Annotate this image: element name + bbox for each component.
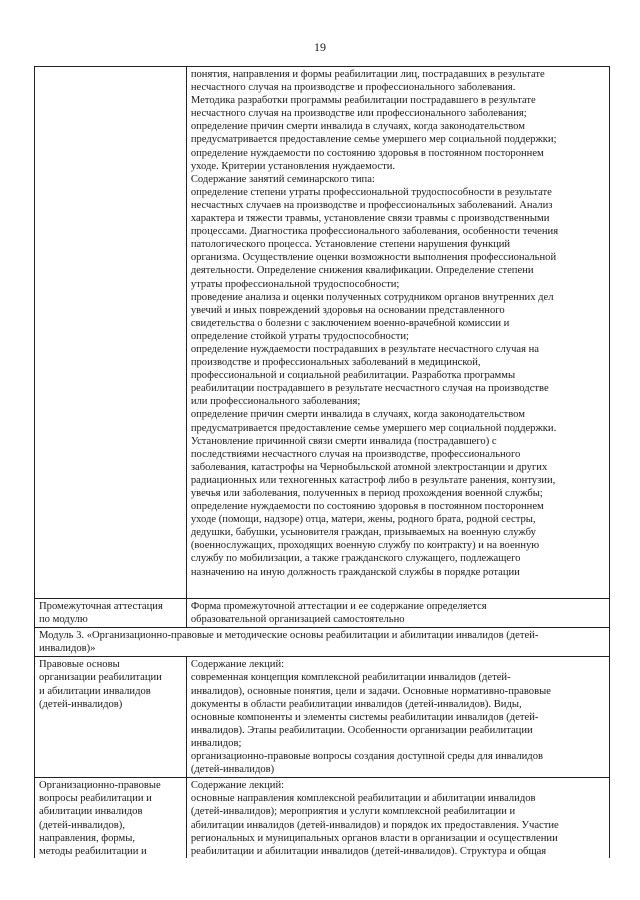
content-lines xyxy=(191,779,605,858)
text-line: Форма промежуточной аттестации и ее содержание определяется xyxy=(190,601,487,612)
curriculum-table xyxy=(34,66,610,870)
table-row-org xyxy=(35,778,610,870)
text-line: патологического процесса. Установление степени нарушения функций xyxy=(190,239,511,251)
text-line: образовательной организацией самостоятельно xyxy=(190,614,405,626)
text-line: дедушки, бабушки, усыновителя граждан, призываемых на военную службу xyxy=(190,527,536,539)
text-line: заболевания, катастрофы на Чернобыльской атомной электростанции и других xyxy=(190,461,548,473)
text-line: региональных и муниципальных органов власти в организации и осуществлении xyxy=(190,832,558,844)
text-line: (детей-инвалидов) xyxy=(39,698,123,710)
text-line: Методика разработки программы реабилитации пострадавшего в результате xyxy=(190,95,536,107)
text-line: (военнослужащих, проходящих военную службу по контракту) и на военную xyxy=(190,540,540,552)
org-content xyxy=(186,778,609,870)
row-label-empty xyxy=(35,67,187,599)
table-row-basics xyxy=(35,657,610,778)
text-line: профессиональной и социальной реабилитации. Разработка программы xyxy=(190,370,516,382)
attestation-label xyxy=(35,599,187,628)
text-line: последствиями несчастного случая на производстве, профессионального xyxy=(190,448,521,460)
text-line: Модуль 3. «Организационно-правовые и методические основы реабилитации и абилитации инвалидов (детей- xyxy=(39,630,539,642)
text-line: реабилитации и абилитации инвалидов (детей-инвалидов). Структура и общая xyxy=(190,845,547,857)
text-line: увечий и иных повреждений здоровья на основании представленного xyxy=(190,304,505,316)
text-line: понятия, направления и формы реабилитации лиц, пострадавших в результате xyxy=(190,69,545,80)
text-line: и абилитации инвалидов xyxy=(39,685,151,697)
text-line: несчастных случаев на производстве и профессиональных заболеваний. Анализ xyxy=(190,199,553,211)
page-bottom-margin xyxy=(0,858,640,900)
text-line: по модулю xyxy=(39,614,88,626)
text-line: Организационно-правовые xyxy=(39,780,161,792)
text-line: инвалидов). Этапы реабилитации. Особенности организации реабилитации xyxy=(190,724,533,736)
text-line: основные направления комплексной реабилитации и абилитации инвалидов xyxy=(190,793,536,805)
text-line: абилитации инвалидов (детей-инвалидов) и порядок их предоставления. Участие xyxy=(190,819,559,831)
text-line: увечья или заболевания, полученных в период прохождения военной службы; xyxy=(190,488,543,499)
text-line: Содержание занятий семинарского типа: xyxy=(190,173,375,185)
content-lines xyxy=(191,658,605,776)
text-line: Содержание лекций: xyxy=(190,780,285,792)
text-line: (детей-инвалидов), xyxy=(39,819,125,831)
table-row-continuation xyxy=(35,67,610,599)
text-line: абилитации инвалидов xyxy=(39,806,143,818)
text-line: вопросы реабилитации и xyxy=(39,793,152,805)
text-line: определение степени утраты профессиональной трудоспособности в результате xyxy=(190,186,552,198)
text-line: организации реабилитации xyxy=(39,672,162,684)
page-number: 19 xyxy=(314,40,326,54)
text-line: проведение анализа и оценки полученных сотрудником органов внутренних дел xyxy=(190,291,554,303)
table-row-module-header xyxy=(35,628,610,657)
text-line: радиационных или техногенных катастроф либо в результате ранения, контузии, xyxy=(190,474,556,486)
label-lines xyxy=(39,600,182,626)
text-line: уходе. Критерии установления нуждаемости. xyxy=(190,160,396,172)
text-line: организационно-правовые вопросы создания доступной среды для инвалидов xyxy=(190,751,543,763)
text-line: предусматривается предоставление семье умершего мер социальной поддержки. xyxy=(190,422,557,434)
text-line: характера и тяжести травмы, установление связи травмы с производственными xyxy=(190,213,550,225)
text-line: организма. Осуществление оценки возможности выполнения профессиональной xyxy=(190,252,557,264)
text-line: (детей-инвалидов) xyxy=(190,764,275,776)
text-line: Промежуточная аттестация xyxy=(39,601,163,612)
text-line: или профессионального заболевания; xyxy=(190,396,361,408)
text-line: Установление причинной связи смерти инвалида (пострадавшего) с xyxy=(190,435,497,447)
table-row-attestation xyxy=(35,599,610,628)
text-line: основные компоненты и элементы системы реабилитации инвалидов (детей- xyxy=(190,711,539,723)
text-line: определение стойкой утраты трудоспособности; xyxy=(190,330,409,342)
text-line: предусматривается предоставление семье умершего мер социальной поддержки; xyxy=(190,134,557,146)
module-title-lines xyxy=(39,629,605,655)
text-line: деятельности. Определение снижения квалификации. Определение степени xyxy=(190,265,534,277)
module-header xyxy=(35,628,610,657)
text-line: назначению на иную должность гражданской службы в порядке ротации xyxy=(190,566,520,578)
label-lines xyxy=(39,658,182,710)
content-lines xyxy=(191,600,605,626)
text-line: определение нуждаемости по состоянию здоровья в постоянном постороннем xyxy=(190,501,544,513)
text-line: определение нуждаемости по состоянию здоровья в постоянном постороннем xyxy=(190,147,544,159)
text-line: Содержание лекций: xyxy=(190,659,285,671)
text-line: инвалидов)» xyxy=(39,643,96,655)
content-lines xyxy=(191,68,605,579)
text-line: производстве и профессиональных заболеваний в медицинской, xyxy=(190,357,481,369)
text-line: направления, формы, xyxy=(39,832,136,844)
text-line: методы реабилитации и xyxy=(39,845,147,857)
label-lines xyxy=(39,779,182,858)
text-line: определение причин смерти инвалида в случаях, когда законодательством xyxy=(190,409,525,421)
text-line: определение нуждаемости пострадавших в результате несчастного случая на xyxy=(190,343,539,355)
text-line: процессами. Диагностика профессионального заболевания, особенности течения xyxy=(190,226,559,238)
text-line: современная концепция комплексной реабилитации инвалидов (детей- xyxy=(190,672,511,684)
text-line: свидетельства о болезни с заключением военно-врачебной комиссии и xyxy=(190,317,510,329)
text-line: инвалидов), основные понятия, цели и задачи. Основные нормативно-правовые xyxy=(190,685,551,697)
text-line: (детей-инвалидов); мероприятия и услуги комплексной реабилитации и xyxy=(190,806,516,818)
text-line: Правовые основы xyxy=(39,659,120,671)
text-line: документы в области реабилитации инвалидов (детей-инвалидов). Виды, xyxy=(190,698,522,710)
text-line: несчастного случая на производстве или профессионального заболевания; xyxy=(190,108,527,120)
text-line: несчастного случая на производстве и профессионального заболевания. xyxy=(190,82,516,94)
org-label xyxy=(35,778,187,870)
text-line: реабилитации пострадавшего в результате несчастного случая на производстве xyxy=(190,383,549,395)
attestation-content xyxy=(186,599,609,628)
text-line: определение причин смерти инвалида в случаях, когда законодательством xyxy=(190,121,525,133)
text-line: службу по мобилизации, а также гражданского служащего, подлежащего xyxy=(190,553,521,565)
text-line: уходе (помощи, надзоре) отца, матери, жены, родного брата, родной сестры, xyxy=(190,514,536,526)
text-line: инвалидов; xyxy=(190,737,242,749)
basics-content xyxy=(186,657,609,778)
text-line: утраты профессиональной трудоспособности; xyxy=(190,278,400,290)
basics-label xyxy=(35,657,187,778)
row-content-continuation xyxy=(186,67,609,599)
